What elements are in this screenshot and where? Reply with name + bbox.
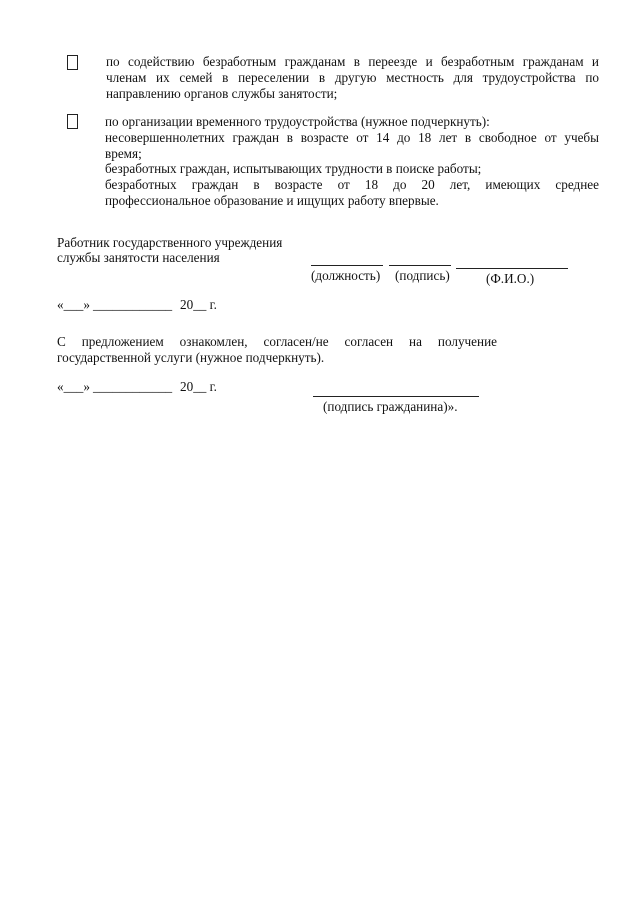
position-signature-line bbox=[311, 265, 383, 266]
consent-line-1: С предложением ознакомлен, согласен/не согласен на получение bbox=[57, 334, 497, 349]
option-temporary-employment-checkbox[interactable] bbox=[67, 114, 78, 129]
option-relocation-line-1: по содействию безработным гражданам в переезде и безработным гражданам и bbox=[106, 54, 599, 69]
citizen-signature-caption: (подпись гражданина)». bbox=[323, 399, 458, 414]
consent-date-year-field: 20__ г. bbox=[180, 379, 217, 394]
date-year-field: 20__ г. bbox=[180, 297, 217, 312]
option-temporary-line-4: безработных граждан, испытывающих трудности в поиске работы; bbox=[105, 161, 482, 177]
option-temporary-employment-text bbox=[105, 114, 599, 209]
signature-caption: (подпись) bbox=[395, 268, 450, 283]
consent-text bbox=[57, 334, 497, 366]
date-day-field: «___» bbox=[57, 297, 90, 312]
citizen-signature-line bbox=[313, 396, 479, 397]
worker-label-line-2: службы занятости населения bbox=[57, 250, 220, 265]
option-temporary-line-2: несовершеннолетних граждан в возрасте от 14 до 18 лет в свободное от учебы bbox=[105, 129, 599, 145]
consent-date-month-field: ____________ bbox=[93, 379, 173, 394]
option-relocation-checkbox[interactable] bbox=[67, 55, 78, 70]
name-signature-line bbox=[456, 268, 568, 269]
option-relocation-line-2: членам их семей в переселении в другую местность для трудоустройства по bbox=[106, 69, 599, 85]
option-temporary-line-5: безработных граждан в возрасте от 18 до 20 лет, имеющих среднее bbox=[105, 177, 599, 193]
consent-date-day-field: «___» bbox=[57, 379, 90, 394]
worker-label-line-1: Работник государственного учреждения bbox=[57, 235, 283, 250]
name-caption: (Ф.И.О.) bbox=[486, 271, 535, 286]
option-temporary-line-1: по организации временного трудоустройства (нужное подчеркнуть): bbox=[105, 114, 490, 129]
signature-line bbox=[389, 265, 451, 266]
date-month-field: ____________ bbox=[93, 297, 173, 312]
option-temporary-line-6: профессиональное образование и ищущих работу впервые. bbox=[105, 192, 439, 208]
position-caption: (должность) bbox=[311, 268, 381, 283]
consent-line-2: государственной услуги (нужное подчеркнуть). bbox=[57, 349, 325, 365]
option-temporary-line-3: время; bbox=[105, 145, 142, 161]
option-relocation-text bbox=[106, 54, 599, 101]
option-relocation-line-3: направлению органов службы занятости; bbox=[106, 85, 338, 101]
